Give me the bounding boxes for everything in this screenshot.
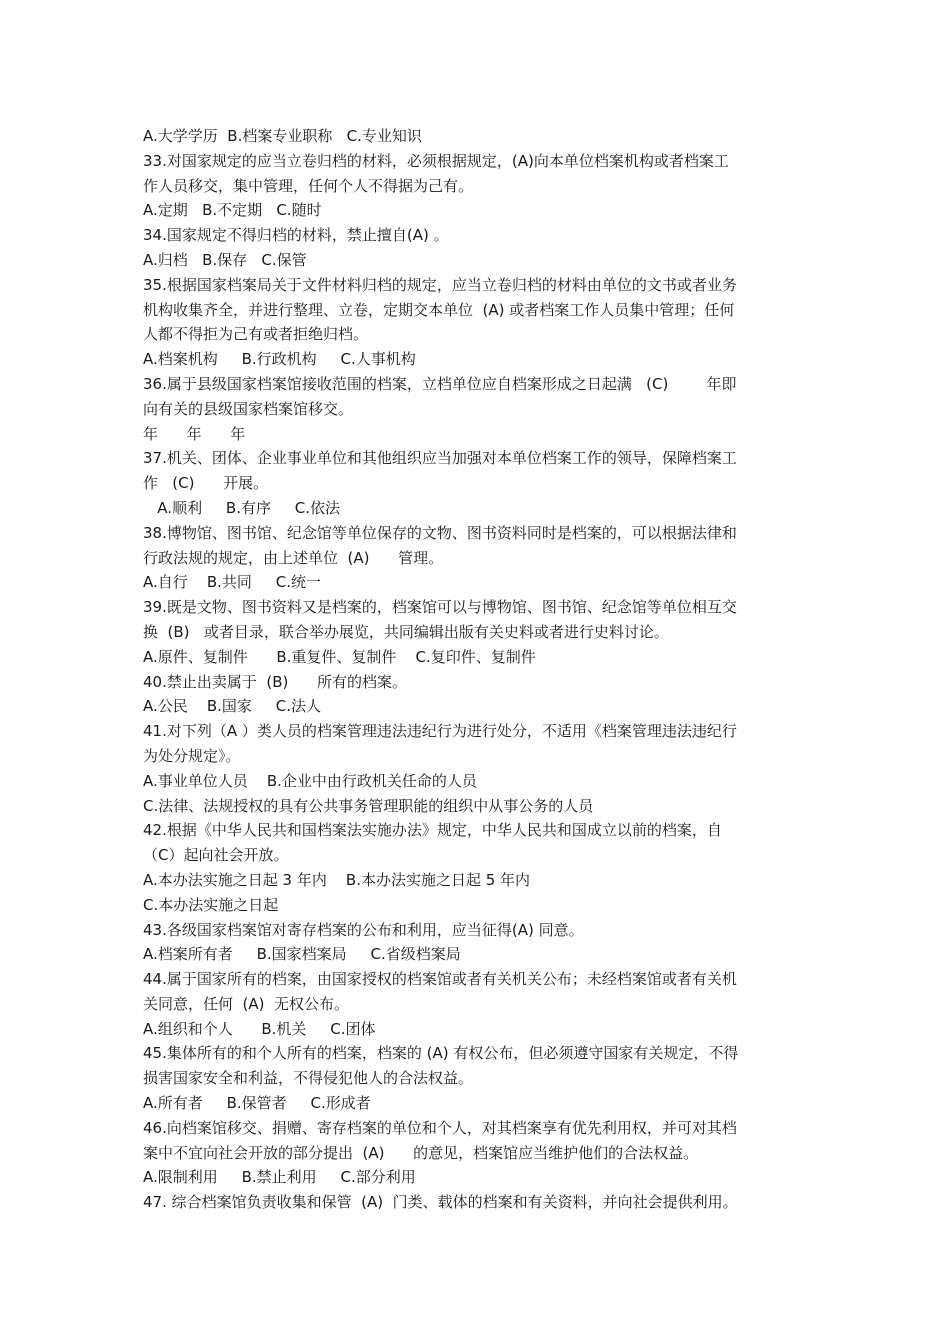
text-line: 46.向档案馆移交、捐赠、寄存档案的单位和个人，对其档案享有优先利用权，并可对其档 [143,1118,737,1137]
text-line: A.公民 B.国家 C.法人 [143,697,321,716]
text-line: 40.禁止出卖属于 (B) 所有的档案。 [143,672,407,691]
text-line: 人都不得拒为己有或者拒绝归档。 [143,325,369,344]
text-line: 41.对下列（A ）类人员的档案管理违法违纪行为进行处分，不适用《档案管理违法违纪行 [143,722,737,741]
text-line: A.档案机构 B.行政机构 C.人事机构 [143,350,416,369]
text-line: 年 年 年 [143,424,246,443]
text-line: 47. 综合档案馆负责收集和保管 (A) 门类、载体的档案和有关资料，并向社会提供利用。 [143,1193,738,1212]
text-line: A.本办法实施之日起 3 年内 B.本办法实施之日起 5 年内 [143,870,531,889]
text-line: 机构收集齐全，并进行整理、立卷，定期交本单位 (A) 或者档案工作人员集中管理；任何 [143,300,735,319]
text-line: A.限制利用 B.禁止利用 C.部分利用 [143,1168,416,1187]
text-line: 损害国家安全和利益，不得侵犯他人的合法权益。 [143,1069,474,1088]
text-line: 向有关的县级国家档案馆移交。 [143,399,354,418]
text-line: A.归档 B.保存 C.保管 [143,250,307,269]
text-line: 37.机关、团体、企业事业单位和其他组织应当加强对本单位档案工作的领导，保障档案工 [143,449,737,468]
text-line: 44.属于国家所有的档案，由国家授权的档案馆或者有关机关公布；未经档案馆或者有关机 [143,970,737,989]
text-line: 38.博物馆、图书馆、纪念馆等单位保存的文物、图书资料同时是档案的，可以根据法律和 [143,523,737,542]
text-line: A.定期 B.不定期 C.随时 [143,201,322,220]
text-line: 42.根据《中华人民共和国档案法实施办法》规定，中华人民共和国成立以前的档案，自 [143,821,722,840]
text-line: 39.既是文物、图书资料又是档案的，档案馆可以与博物馆、图书馆、纪念馆等单位相互交 [143,598,737,617]
text-line: A.原件、复制件 B.重复件、复制件 C.复印件、复制件 [143,647,536,666]
text-line: A.顺利 B.有序 C.依法 [143,498,341,517]
text-line: 33.对国家规定的应当立卷归档的材料，必须根据规定，(A)向本单位档案机构或者档案工 [143,151,729,170]
text-line: 45.集体所有的和个人所有的档案，档案的 (A) 有权公布，但必须遵守国家有关规定，不得 [143,1044,739,1063]
text-line: A.自行 B.共同 C.统一 [143,573,321,592]
text-line: A.所有者 B.保管者 C.形成者 [143,1094,371,1113]
text-line: （C）起向社会开放。 [143,846,289,865]
text-line: C.本办法实施之日起 [143,895,279,914]
text-line: 35.根据国家档案局关于文件材料归档的规定，应当立卷归档的材料由单位的文书或者业务 [143,275,737,294]
text-line: 43.各级国家档案馆对寄存档案的公布和利用，应当征得(A) 同意。 [143,920,584,939]
text-line: A.事业单位人员 B.企业中由行政机关任命的人员 [143,771,477,790]
text-line: 作人员移交，集中管理，任何个人不得据为己有。 [143,176,474,195]
text-line: 关同意，任何 (A) 无权公布。 [143,994,350,1013]
text-line: A.组织和个人 B.机关 C.团体 [143,1019,376,1038]
text-line: 34.国家规定不得归档的材料，禁止擅自(A) 。 [143,226,449,245]
text-line: 为处分规定》。 [143,746,241,765]
text-line: 36.属于县级国家档案馆接收范围的档案，立档单位应自档案形成之日起满 (C) 年即 [143,374,737,393]
text-line: A.档案所有者 B.国家档案局 C.省级档案局 [143,945,461,964]
text-line: A.大学学历 B.档案专业职称 C.专业知识 [143,127,422,145]
document-page [143,124,808,1215]
text-line: 案中不宜向社会开放的部分提出 (A) 的意见，档案馆应当维护他们的合法权益。 [143,1143,699,1162]
text-line: C.法律、法规授权的具有公共事务管理职能的组织中从事公务的人员 [143,796,594,815]
text-line: 换 (B) 或者目录，联合举办展览，共同编辑出版有关史料或者进行史料讨论。 [143,622,669,641]
text-line: 行政法规的规定，由上述单位 (A) 管理。 [143,548,444,567]
text-line: 作 (C) 开展。 [143,474,269,493]
